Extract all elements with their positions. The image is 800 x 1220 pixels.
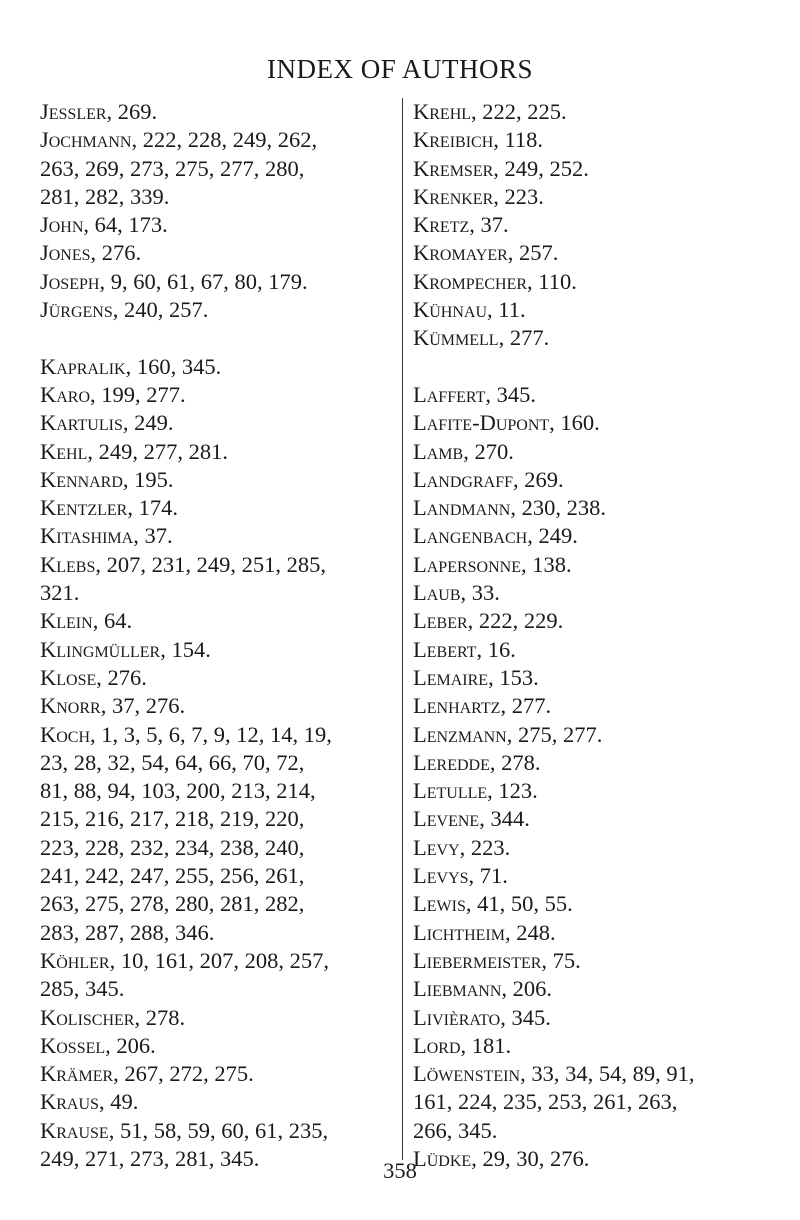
index-entry-line — [413, 438, 793, 466]
author-name: Letulle — [413, 778, 488, 804]
index-entry — [40, 268, 402, 296]
author-name: Jessler — [40, 99, 107, 124]
index-entry-line — [413, 1060, 793, 1088]
index-entry — [40, 1088, 402, 1116]
page-refs: , 153. — [488, 664, 539, 690]
index-entry-line — [413, 777, 793, 805]
author-name: Jürgens — [40, 297, 113, 323]
author-name: Levy — [413, 834, 460, 860]
index-entry-line — [413, 268, 793, 296]
index-entry-line — [413, 975, 793, 1003]
page-refs: , 267, 272, 275. — [113, 1061, 254, 1087]
page-refs: , 118. — [493, 127, 544, 153]
page-refs: , 277. — [498, 325, 550, 351]
author-name: Kühnau — [413, 297, 488, 323]
index-entry — [40, 466, 402, 494]
index-entry — [413, 862, 793, 890]
index-entry-line — [40, 579, 402, 607]
page-refs: , 222, 228, 249, 262, — [131, 127, 318, 153]
index-entry — [40, 353, 402, 381]
index-entry-line — [40, 1032, 402, 1060]
author-name: Levene — [413, 806, 480, 832]
index-entry — [413, 721, 793, 749]
page-refs: 81, 88, 94, 103, 200, 213, 214, — [40, 778, 316, 804]
index-entry-line — [40, 155, 402, 183]
index-entry-line — [413, 805, 793, 833]
index-entry — [40, 239, 402, 267]
author-name: Krenker — [413, 183, 494, 209]
page-refs: , 138. — [520, 551, 572, 577]
letter-section-gap — [413, 353, 793, 381]
author-name: Lichtheim — [413, 919, 505, 945]
page-refs: , 33, 34, 54, 89, 91, — [520, 1061, 695, 1087]
index-entry-line — [40, 890, 402, 918]
page-refs: , 1, 3, 5, 6, 7, 9, 12, 14, 19, — [90, 721, 332, 747]
author-name: Köhler — [40, 947, 110, 973]
index-entry — [413, 409, 793, 437]
index-entry-line — [40, 862, 402, 890]
index-entry-line — [413, 890, 793, 918]
index-entry — [413, 636, 793, 664]
author-name: Landmann — [413, 495, 511, 521]
author-name: Krause — [40, 1117, 109, 1143]
index-entry-line — [413, 1032, 793, 1060]
index-entry-line — [40, 805, 402, 833]
page-refs: , 41, 50, 55. — [465, 891, 573, 917]
index-entry — [413, 1060, 793, 1145]
author-name: Lüdke — [413, 1145, 472, 1171]
page-refs: , 37. — [133, 523, 173, 549]
page-refs: , 37, 276. — [100, 693, 186, 719]
page-refs: , 33. — [460, 580, 500, 606]
index-entry-line — [40, 126, 402, 154]
index-entry — [413, 947, 793, 975]
author-name: Kretz — [413, 212, 470, 238]
index-entry-line — [40, 636, 402, 664]
index-entry — [413, 211, 793, 239]
page-number: 358 — [383, 1158, 417, 1183]
author-name: Klose — [40, 664, 97, 690]
author-name: Levys — [413, 863, 469, 889]
page-refs: , 222, 229. — [467, 608, 564, 634]
index-entry — [40, 551, 402, 608]
index-entry — [413, 239, 793, 267]
index-entry-line — [40, 353, 402, 381]
author-name: Kreibich — [413, 127, 494, 153]
index-entry — [40, 692, 402, 720]
index-entry — [40, 522, 402, 550]
index-entry-line — [40, 183, 402, 211]
page-refs: , 269. — [106, 99, 158, 124]
index-entry — [40, 636, 402, 664]
page-refs: , 278. — [489, 749, 541, 775]
index-entry — [40, 211, 402, 239]
index-entry-line — [413, 466, 793, 494]
page-refs: , 248. — [504, 919, 556, 945]
index-entry-line — [413, 692, 793, 720]
index-entry-line — [413, 239, 793, 267]
author-name: Leredde — [413, 749, 490, 775]
index-entry — [413, 805, 793, 833]
page-refs: 23, 28, 32, 54, 64, 66, 70, 72, — [40, 749, 305, 775]
author-name: Leber — [413, 608, 468, 634]
index-entry — [413, 1004, 793, 1032]
page-refs: , 154. — [160, 636, 211, 662]
page-refs: 321. — [40, 580, 80, 606]
index-entry-line — [40, 1088, 402, 1116]
page-refs: , 278. — [134, 1004, 186, 1030]
author-name: Klein — [40, 608, 93, 634]
index-entry — [413, 749, 793, 777]
author-name: Jochmann — [40, 127, 132, 153]
page-refs: 266, 345. — [413, 1117, 498, 1143]
index-entry-line — [40, 438, 402, 466]
index-entry-line — [413, 749, 793, 777]
page-refs: 161, 224, 235, 253, 261, 263, — [413, 1089, 678, 1115]
index-entry-line — [40, 381, 402, 409]
index-entry-line — [413, 834, 793, 862]
author-name: Landgraff — [413, 466, 513, 492]
author-name: Lapersonne — [413, 551, 521, 577]
index-entry-line — [413, 98, 793, 126]
author-name: Lamb — [413, 438, 464, 464]
page-refs: 223, 228, 232, 234, 238, 240, — [40, 834, 305, 860]
index-entry-line — [40, 777, 402, 805]
index-entry — [413, 126, 793, 154]
author-name: Lenhartz — [413, 693, 501, 719]
page-refs: 241, 242, 247, 255, 256, 261, — [40, 863, 305, 889]
index-entry — [40, 607, 402, 635]
index-entry-line — [40, 919, 402, 947]
page-refs: , 37. — [469, 212, 509, 238]
page-refs: , 269. — [513, 466, 564, 492]
column-divider — [402, 98, 403, 1160]
index-entry — [413, 494, 793, 522]
index-entry — [413, 438, 793, 466]
index-entry — [413, 664, 793, 692]
author-name: Lenzmann — [413, 721, 507, 747]
author-name: Kolischer — [40, 1004, 135, 1030]
index-entry-line — [40, 749, 402, 777]
page-refs: , 49. — [98, 1089, 139, 1115]
index-entry — [413, 381, 793, 409]
index-entry-line — [413, 1088, 793, 1116]
page-refs: , 270. — [463, 438, 514, 464]
page-refs: , 10, 161, 207, 208, 257, — [109, 947, 329, 973]
page-refs: , 344. — [479, 806, 530, 832]
page-refs: 283, 287, 288, 346. — [40, 919, 215, 945]
author-name: Kossel — [40, 1032, 106, 1058]
index-entry — [413, 692, 793, 720]
index-entry — [40, 664, 402, 692]
page-refs: , 223. — [459, 834, 511, 860]
page-refs: , 29, 30, 276. — [471, 1145, 590, 1171]
page-refs: 249, 271, 273, 281, 345. — [40, 1145, 260, 1171]
index-entry — [40, 409, 402, 437]
index-entry — [40, 126, 402, 211]
author-name: Lewis — [413, 891, 466, 917]
page-refs: , 51, 58, 59, 60, 61, 235, — [108, 1117, 329, 1143]
index-entry — [413, 551, 793, 579]
author-name: Klebs — [40, 551, 96, 577]
index-entry-line — [413, 211, 793, 239]
index-entry-line — [413, 1004, 793, 1032]
author-name: Kümmell — [413, 325, 499, 351]
page-refs: , 11. — [487, 297, 526, 323]
index-entry-line — [413, 522, 793, 550]
page-refs: , 276. — [96, 664, 147, 690]
author-name: Laub — [413, 580, 461, 606]
index-entry-line — [40, 721, 402, 749]
page-refs: , 249. — [122, 410, 174, 436]
index-entry — [40, 1032, 402, 1060]
index-entry — [40, 721, 402, 947]
index-entry-line — [413, 494, 793, 522]
index-entry-line — [413, 636, 793, 664]
author-name: Kraus — [40, 1089, 99, 1115]
author-name: Langenbach — [413, 523, 528, 549]
author-name: Kremser — [413, 155, 494, 181]
author-name: Löwenstein — [413, 1061, 521, 1087]
author-name: Knorr — [40, 693, 101, 719]
index-entry-line — [413, 296, 793, 324]
page-header: INDEX OF AUTHORS — [266, 54, 534, 84]
index-entry — [413, 296, 793, 324]
index-entry — [40, 1060, 402, 1088]
index-entry — [40, 98, 402, 126]
author-name: Kitashima — [40, 523, 134, 549]
author-name: John — [40, 212, 84, 238]
index-entry — [413, 466, 793, 494]
page-refs: , 207, 231, 249, 251, 285, — [95, 551, 326, 577]
page-refs: , 257. — [507, 240, 559, 266]
index-entry-line — [413, 324, 793, 352]
page-refs: , 181. — [460, 1032, 512, 1058]
author-name: Kapralik — [40, 353, 126, 379]
index-entry-line — [413, 1117, 793, 1145]
index-entry-line — [40, 947, 402, 975]
index-entry-line — [40, 1117, 402, 1145]
page-refs: 263, 269, 273, 275, 277, 280, — [40, 155, 305, 181]
index-entry-line — [413, 664, 793, 692]
index-entry — [413, 268, 793, 296]
page-refs: 281, 282, 339. — [40, 183, 170, 209]
index-entry — [413, 183, 793, 211]
author-name: Lafite-Dupont — [413, 410, 550, 436]
page-refs: , 71. — [468, 863, 508, 889]
page-refs: , 276. — [90, 240, 142, 266]
author-name: Kentzler — [40, 495, 128, 521]
page-refs: , 206. — [501, 976, 553, 1002]
index-entry-line — [413, 126, 793, 154]
index-entry-line — [40, 692, 402, 720]
author-name: Liebmann — [413, 976, 502, 1002]
letter-section-gap — [40, 324, 402, 352]
author-name: Karo — [40, 381, 91, 407]
index-entry-line — [40, 551, 402, 579]
page-refs: , 199, 277. — [90, 381, 186, 407]
index-entry — [413, 919, 793, 947]
index-entry-line — [413, 551, 793, 579]
index-entry-line — [40, 466, 402, 494]
page-refs: , 64. — [92, 608, 133, 634]
index-entry-line — [413, 862, 793, 890]
index-entry — [40, 438, 402, 466]
index-entry — [413, 1032, 793, 1060]
page-refs: , 222, 225. — [471, 99, 567, 124]
page-refs: , 195. — [122, 466, 174, 492]
page-refs: , 345. — [500, 1004, 551, 1030]
author-name: Joseph — [40, 268, 100, 294]
index-entry — [40, 381, 402, 409]
index-entry — [413, 155, 793, 183]
index-column-left — [40, 98, 402, 1173]
index-entry-line — [40, 494, 402, 522]
page-refs: , 223. — [493, 183, 544, 209]
index-entry-line — [40, 1060, 402, 1088]
index-entry — [413, 522, 793, 550]
index-column-right — [413, 98, 793, 1173]
page-refs: 215, 216, 217, 218, 219, 220, — [40, 806, 305, 832]
author-name: Liebermeister — [413, 947, 542, 973]
index-entry-line — [40, 522, 402, 550]
author-name: Jones — [40, 240, 91, 266]
author-name: Klingmüller — [40, 636, 161, 662]
index-entry — [40, 947, 402, 1004]
index-entry-line — [413, 919, 793, 947]
index-entry — [413, 607, 793, 635]
author-name: Lebert — [413, 636, 477, 662]
index-entry — [40, 1004, 402, 1032]
index-entry-line — [413, 947, 793, 975]
index-entry — [413, 975, 793, 1003]
index-entry-line — [40, 607, 402, 635]
page-refs: , 277. — [500, 693, 552, 719]
page-refs: , 345. — [485, 381, 536, 407]
index-entry-line — [40, 975, 402, 1003]
index-entry — [413, 98, 793, 126]
index-entry — [40, 494, 402, 522]
page-refs: , 230, 238. — [510, 495, 606, 521]
page-refs: , 123. — [487, 778, 538, 804]
page-refs: , 16. — [476, 636, 516, 662]
page-refs: , 174. — [127, 495, 178, 521]
index-entry-line — [40, 268, 402, 296]
page-refs: , 249, 277, 281. — [87, 438, 228, 464]
index-entry-line — [413, 155, 793, 183]
index-entry-line — [40, 98, 402, 126]
index-entry-line — [413, 579, 793, 607]
page-refs: , 9, 60, 61, 67, 80, 179. — [99, 268, 308, 294]
page-refs: , 206. — [105, 1032, 156, 1058]
index-entry — [413, 890, 793, 918]
page-refs: 263, 275, 278, 280, 281, 282, — [40, 891, 305, 917]
index-entry-line — [413, 409, 793, 437]
page-refs: , 275, 277. — [506, 721, 603, 747]
index-entry-line — [40, 834, 402, 862]
index-entry — [413, 834, 793, 862]
author-name: Kartulis — [40, 410, 123, 436]
index-entry — [40, 296, 402, 324]
page-refs: , 240, 257. — [112, 297, 209, 323]
author-name: Kennard — [40, 466, 123, 492]
index-entry-line — [40, 664, 402, 692]
page-refs: , 75. — [541, 947, 581, 973]
author-name: Lord — [413, 1032, 461, 1058]
index-entry-line — [413, 183, 793, 211]
index-entry-line — [40, 211, 402, 239]
index-entry — [413, 324, 793, 352]
index-entry-line — [413, 381, 793, 409]
index-entry — [413, 777, 793, 805]
page-refs: , 160. — [549, 410, 600, 436]
page-refs: , 64, 173. — [83, 212, 168, 238]
author-name: Krämer — [40, 1061, 114, 1087]
page-refs: , 249. — [527, 523, 578, 549]
index-entry — [413, 579, 793, 607]
author-name: Kromayer — [413, 240, 508, 266]
page-refs: , 160, 345. — [125, 353, 222, 379]
index-entry-line — [40, 239, 402, 267]
page-refs: 285, 345. — [40, 976, 125, 1002]
author-name: Koch — [40, 721, 91, 747]
author-name: Livièrato — [413, 1004, 501, 1030]
index-entry-line — [413, 607, 793, 635]
index-entry-line — [413, 721, 793, 749]
page-refs: , 249, 252. — [493, 155, 589, 181]
author-name: Laffert — [413, 381, 486, 407]
index-entry-line — [40, 1004, 402, 1032]
index-entry-line — [40, 409, 402, 437]
page-refs: , 110. — [527, 268, 577, 294]
author-name: Krompecher — [413, 268, 528, 294]
author-name: Kehl — [40, 438, 88, 464]
index-entry-line — [40, 296, 402, 324]
author-name: Lemaire — [413, 664, 489, 690]
author-name: Krehl — [413, 99, 472, 124]
